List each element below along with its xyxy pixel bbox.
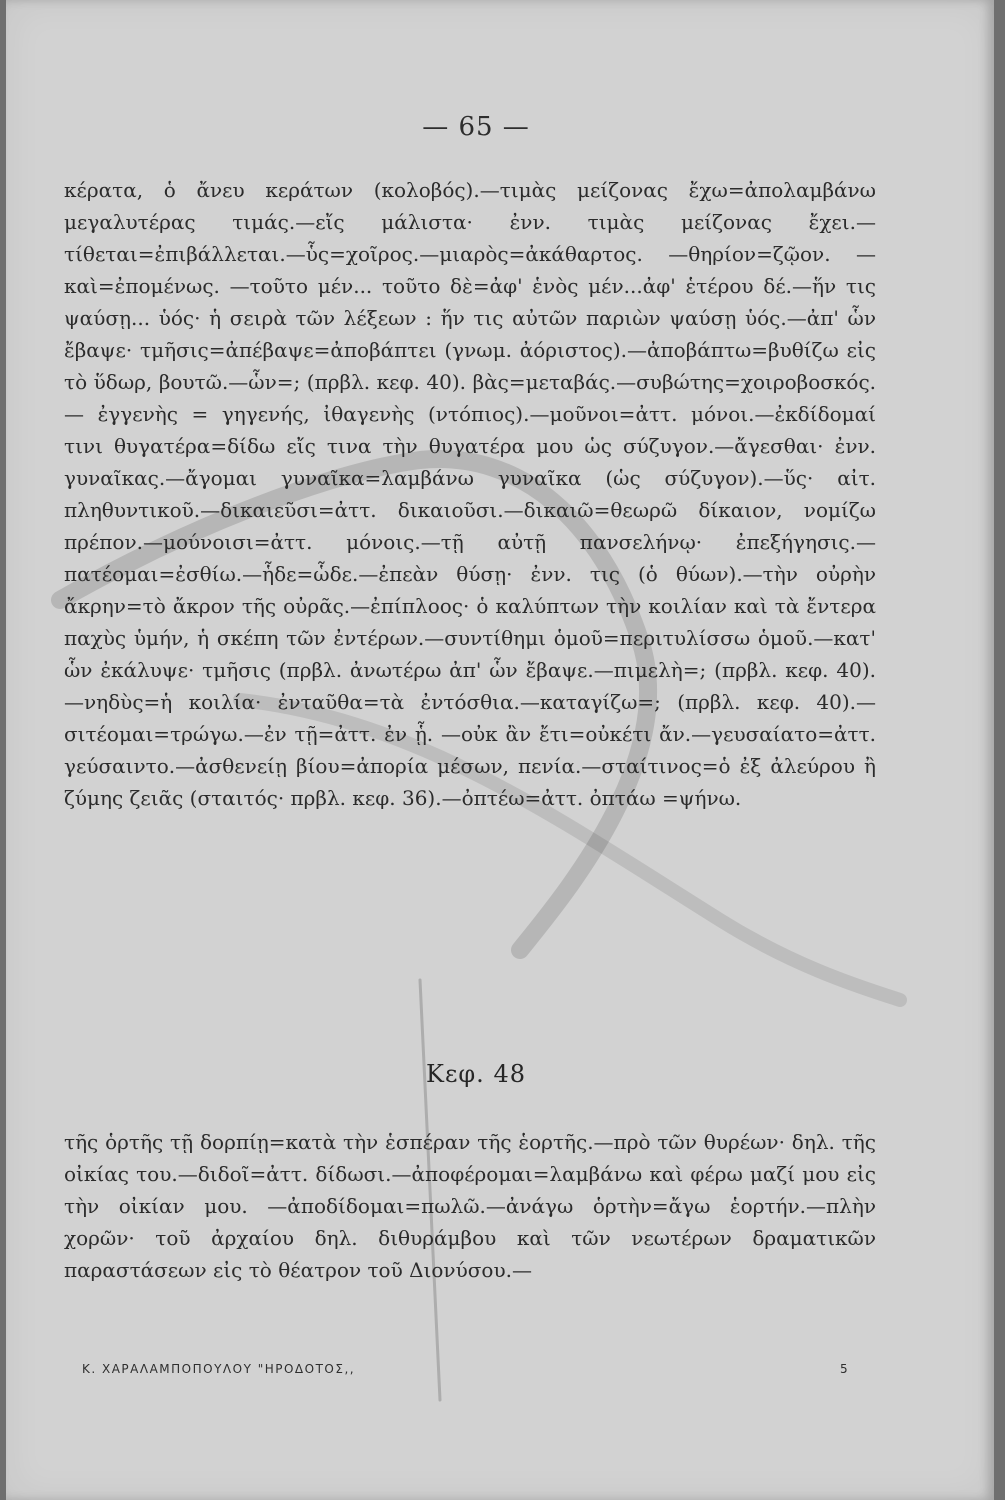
commentary-paragraph: τῆς ὁρτῆς τῇ δορπίῃ=κατὰ τὴν ἑσπέραν τῆς ἑορτῆς.—πρὸ τῶν θυρέων· δηλ. τῆς οἰκίας του.—διδοῖ=ἀττ. δίδωσι.—ἀποφέρομαι=λαμβάνω καὶ φέρω μαζί μου εἰς τὴν οἰκίαν μου. —ἀποδίδομαι=πωλῶ.—ἀνάγω ὁρτὴν=ἄγω ἑορτήν.—πλὴν χορῶν· τοῦ ἀρχαίου δηλ. διθυράμβου καὶ τῶν νεωτέρων δραματικῶν παραστάσεων εἰς τὸ θέατρον τοῦ Διονύσου.— [64, 1130, 876, 1282]
footer-author-title: Κ. ΧΑΡΑΛΑΜΠΟΠΟΥΛΟΥ "ΗΡΟΔΟΤΟΣ,, [82, 1362, 356, 1376]
commentary-paragraph: κέρατα, ὁ ἄνευ κεράτων (κολοβός).—τιμὰς μείζονας ἔχω=ἀπολαμβάνω μεγαλυτέρας τιμάς.—εἴς μάλιστα· ἐνν. τιμὰς μείζονας ἔχει.—τίθεται=ἐπιβάλλεται.—ὗς=χοῖρος.—μιαρὸς=ἀκάθαρτος. —θηρίον=ζῷον. —καὶ=ἐπομένως. —τοῦτο μέν... τοῦτο δὲ=ἀφ' ἑνὸς μέν...ἀφ' ἑτέρου δέ.—ἥν τις ψαύσῃ... ὑός· ἡ σειρὰ τῶν λέξεων : ἥν τις αὐτῶν παριὼν ψαύσῃ ὑός.—ἀπ' ὧν ἔβαψε· τμῆσις=ἀπέβαψε=ἀποβάπτει (γνωμ. ἀόριστος).—ἀποβάπτω=βυθίζω εἰς τὸ ὕδωρ, βουτῶ.—ὧν=; (πρβλ. κεφ. 40). βὰς=μεταβάς.—συβώτης=χοιροβοσκός.— ἐγγενὴς = γηγενής, ἰθαγενὴς (ντόπιος).—μοῦνοι=ἀττ. μόνοι.—ἐκδίδομαί τινι θυγατέρα=δίδω εἴς τινα τὴν θυγατέρα μου ὡς σύζυγον.—ἄγεσθαι· ἐνν. γυναῖκας.—ἄγομαι γυναῖκα=λαμβάνω γυναῖκα (ὡς σύζυγον).—ὕς· αἰτ. πληθυντικοῦ.—δικαιεῦσι=ἀττ. δικαιοῦσι.—δικαιῶ=θεωρῶ δίκαιον, νομίζω πρέπον.—μούνοισι=ἀττ. μόνοις.—τῇ αὐτῇ πανσελήνῳ· ἐπεξήγησις.—πατέομαι=ἐσθίω.—ἧδε=ὧδε.—ἐπεὰν θύσῃ· ἐνν. τις (ὁ θύων).—τὴν οὐρὴν ἄκρην=τὸ ἄκρον τῆς οὐρᾶς.—ἐπίπλοος· ὁ καλύπτων τὴν κοιλίαν καὶ τὰ ἔντερα παχὺς ὑμήν, ἡ σκέπη τῶν ἐντέρων.—συντίθημι ὁμοῦ=περιτυλίσσω ὁμοῦ.—κατ' ὧν ἐκάλυψε· τμῆσις (πρβλ. ἀνωτέρω ἀπ' ὧν ἔβαψε.—πιμελὴ=; (πρβλ. κεφ. 40).—νηδὺς=ἡ κοιλία· ἐνταῦθα=τὰ ἐντόσθια.—καταγίζω=; (πρβλ. κεφ. 40).—σιτέομαι=τρώγω.—ἐν τῇ=ἀττ. ἐν ᾗ. —οὐκ ἂν ἔτι=οὐκέτι ἄν.—γευσαίατο=ἀττ. γεύσαιντο.—ἀσθενείῃ βίου=ἀπορία μέσων, πενία.—σταίτινος=ὁ ἐξ ἀλεύρου ἢ ζύμης ζειᾶς (σταιτός· πρβλ. κεφ. 36).—ὀπτέω=ἀττ. ὀπτάω =ψήνω. [64, 178, 876, 810]
commentary-block-ch47 [64, 174, 876, 814]
chapter-heading: Κεφ. 48 [426, 1060, 526, 1088]
book-page [6, 0, 994, 1500]
footer-signature-mark: 5 [840, 1362, 848, 1376]
page-number: — 65 — [422, 112, 530, 142]
commentary-block-ch48 [64, 1126, 876, 1286]
